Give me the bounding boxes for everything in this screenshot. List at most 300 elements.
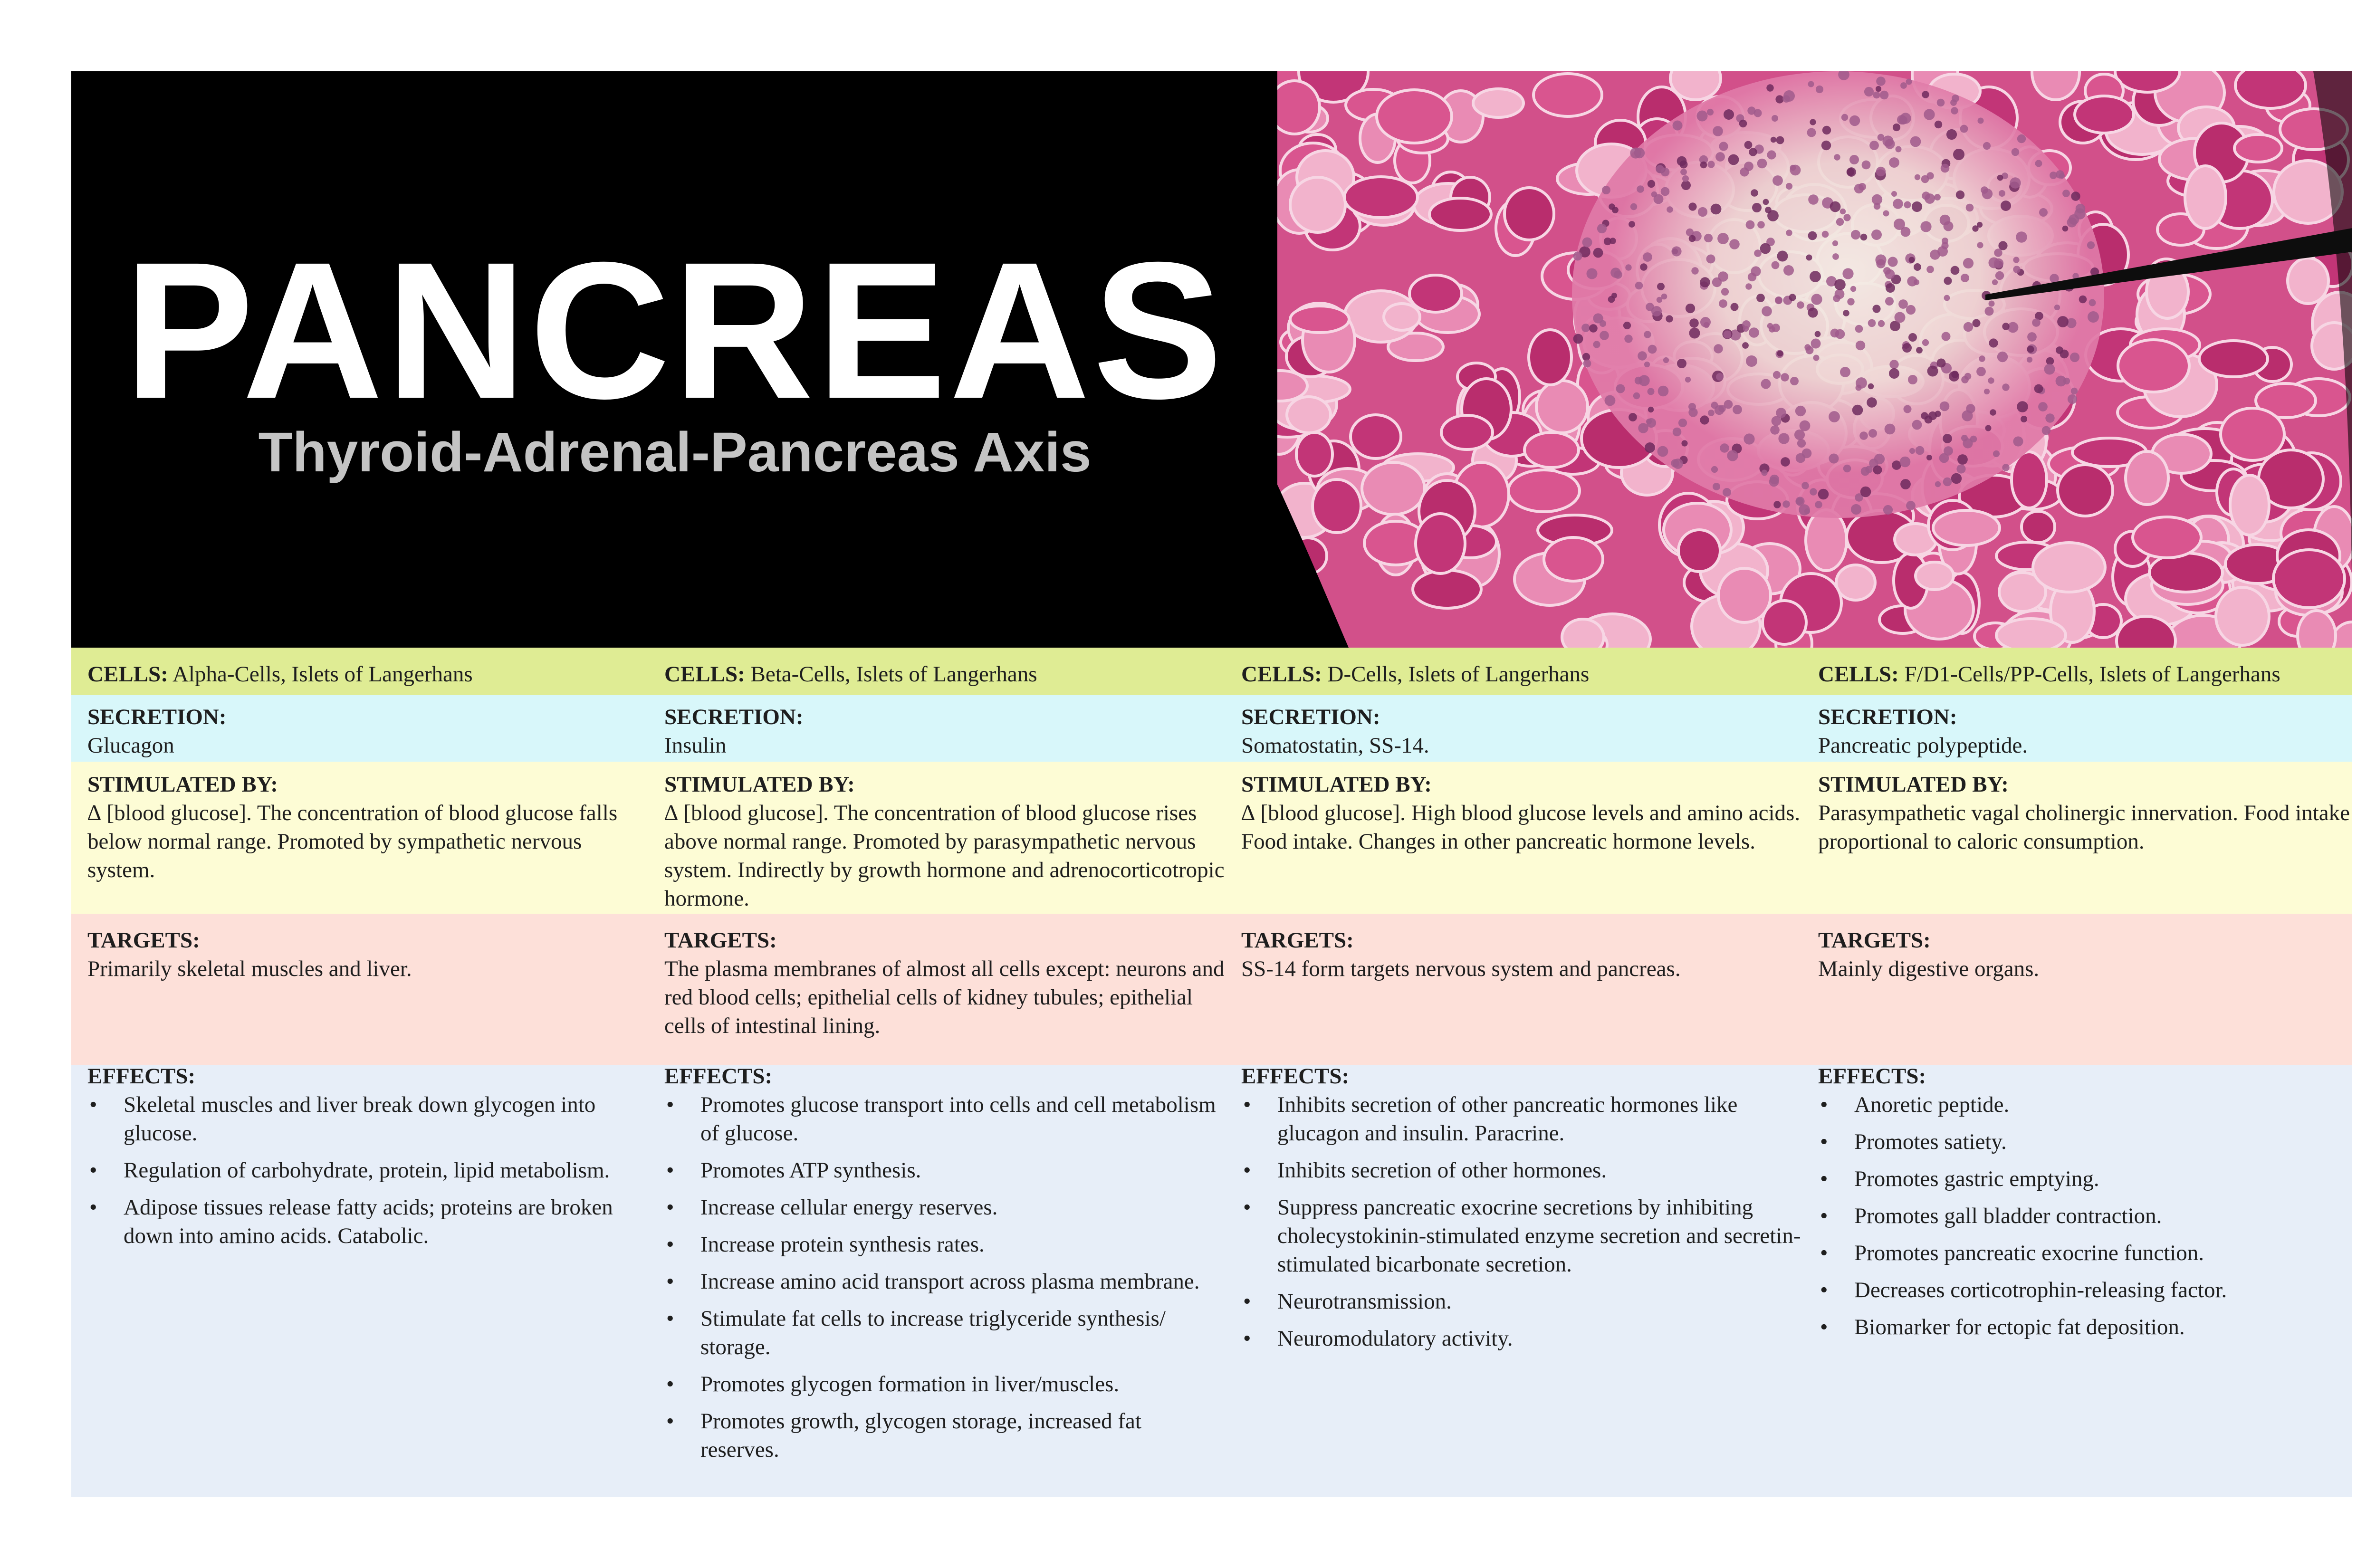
nucleus-dot [1989, 338, 1998, 347]
nucleus-dot [1833, 295, 1840, 302]
nucleus-dot [1856, 377, 1867, 389]
targets-value: Mainly digestive organs. [1818, 956, 2040, 981]
nucleus-dot [1922, 191, 1930, 200]
targets-value: Primarily skeletal muscles and liver. [87, 956, 412, 981]
nucleus-dot [1657, 446, 1668, 457]
cells-cell [1241, 661, 1807, 688]
nucleus-dot [1953, 149, 1964, 160]
nucleus-dot [1992, 279, 1998, 285]
nucleus-dot [1934, 194, 1941, 201]
stimulated-by-label: STIMULATED BY: [87, 772, 278, 797]
targets-value: The plasma membranes of almost all cells except: neurons and red blood cells; epithelial cells of kidney tubules; epithelial cells of intestinal lining. [664, 956, 1225, 1038]
secretion-value: Somatostatin, SS-14. [1241, 733, 1429, 758]
nucleus-dot [1797, 439, 1806, 448]
nucleus-dot [1777, 251, 1788, 262]
nucleus-dot [1689, 235, 1696, 242]
stimulated-by-label: STIMULATED BY: [1818, 772, 2009, 797]
nucleus-dot [1663, 357, 1669, 363]
stimulated-by-label: STIMULATED BY: [1241, 772, 1432, 797]
nucleus-dot [1775, 95, 1783, 103]
nucleus-dot [1658, 386, 1669, 397]
nucleus-dot [1900, 82, 1907, 89]
nucleus-dot [1806, 255, 1812, 261]
cells-value: D-Cells, Islets of Langerhans [1327, 662, 1590, 687]
nucleus-dot [1944, 446, 1953, 456]
nucleus-dot [1847, 167, 1856, 177]
nucleus-dot [2068, 394, 2077, 404]
nucleus-dot [2076, 204, 2086, 214]
nucleus-dot [1984, 389, 1990, 394]
nucleus-dot [1748, 273, 1756, 281]
nucleus-dot [1937, 99, 1945, 107]
nucleus-dot [1999, 190, 2005, 197]
effect-item: • Stimulate fat cells to increase triglyceride synthesis/ storage. [664, 1304, 1225, 1361]
nucleus-dot [1600, 331, 1609, 340]
nucleus-dot [1630, 203, 1637, 210]
nucleus-dot [1810, 119, 1816, 125]
tissue-cell-shape [1362, 462, 1425, 515]
tissue-cell-shape [2118, 340, 2189, 392]
targets-label: TARGETS: [664, 928, 777, 953]
nucleus-dot [1746, 355, 1757, 367]
nucleus-dot [1849, 155, 1859, 164]
nucleus-dot [1724, 109, 1734, 120]
secretion-label: SECRETION: [1818, 705, 1957, 729]
nucleus-dot [1816, 86, 1823, 93]
nucleus-dot [1920, 221, 1931, 232]
nucleus-dot [1573, 252, 1582, 261]
tissue-cell-shape [1290, 306, 1349, 333]
tissue-cell-shape [1536, 381, 1588, 433]
header-banner [71, 71, 2352, 648]
nucleus-dot [1770, 475, 1779, 484]
nucleus-dot [1910, 136, 1921, 147]
nucleus-dot [1715, 152, 1725, 162]
nucleus-dot [1922, 339, 1929, 346]
nucleus-dot [1772, 416, 1782, 426]
nucleus-dot [1708, 410, 1715, 416]
nucleus-dot [1638, 423, 1648, 433]
nucleus-dot [2002, 323, 2009, 330]
nucleus-dot [1962, 410, 1973, 421]
tissue-cell-shape [1384, 304, 1420, 330]
effects-cell [1818, 1062, 2376, 1350]
nucleus-dot [1777, 351, 1783, 357]
nucleus-dot [1895, 312, 1906, 323]
nucleus-dot [1644, 362, 1650, 367]
nucleus-dot [1994, 249, 2002, 257]
nucleus-dot [1993, 450, 2000, 457]
nucleus-dot [2012, 148, 2020, 156]
effect-item: • Inhibits secretion of other hormones. [1241, 1156, 1802, 1185]
nucleus-dot [1761, 469, 1767, 476]
effects-cell [1241, 1062, 1802, 1361]
tissue-cell-shape [2199, 341, 2268, 377]
nucleus-dot [1926, 266, 1934, 273]
tissue-cell-shape [1313, 479, 1361, 533]
nucleus-dot [1717, 233, 1729, 244]
nucleus-dot [2044, 364, 2055, 375]
nucleus-dot [1648, 407, 1654, 412]
cells-value: Alpha-Cells, Islets of Langerhans [172, 662, 473, 687]
effects-list [664, 1090, 1225, 1464]
nucleus-dot [1883, 505, 1893, 515]
stimulated-by-cell [1241, 770, 1802, 856]
nucleus-dot [1762, 306, 1772, 316]
tissue-cell-shape [2033, 543, 2105, 592]
nucleus-dot [1678, 419, 1687, 427]
nucleus-dot [1745, 283, 1752, 290]
nucleus-dot [1795, 406, 1806, 416]
tissue-cell-shape [1806, 510, 1847, 571]
nucleus-dot [2038, 402, 2048, 411]
tissue-cell-shape [1508, 470, 1580, 512]
effect-item: • Adipose tissues release fatty acids; proteins are broken down into amino acids. Catabolic. [87, 1193, 648, 1250]
nucleus-dot [1760, 243, 1771, 254]
nucleus-dot [1935, 481, 1941, 487]
nucleus-dot [1977, 222, 1983, 228]
nucleus-dot [1608, 296, 1615, 303]
effects-label: EFFECTS: [87, 1064, 196, 1089]
effect-item: • Skeletal muscles and liver break down glycogen into glucose. [87, 1090, 648, 1147]
nucleus-dot [1625, 264, 1631, 270]
nucleus-dot [1651, 191, 1657, 198]
nucleus-dot [1754, 249, 1762, 257]
nucleus-dot [1851, 504, 1861, 515]
nucleus-dot [1657, 297, 1662, 303]
nucleus-dot [1772, 261, 1780, 269]
nucleus-dot [1711, 204, 1722, 215]
nucleus-dot [1716, 373, 1724, 381]
nucleus-dot [1889, 360, 1898, 369]
nucleus-dot [1893, 199, 1903, 209]
nucleus-dot [1808, 81, 1814, 87]
nucleus-dot [1983, 142, 1991, 150]
nucleus-dot [1960, 125, 1968, 133]
nucleus-dot [1645, 442, 1655, 453]
nucleus-dot [1704, 322, 1710, 328]
stimulated-by-cell [87, 770, 648, 884]
secretion-label: SECRETION: [87, 705, 227, 729]
tissue-cell-shape [1416, 514, 1465, 574]
nucleus-dot [1778, 433, 1789, 444]
nucleus-dot [1682, 175, 1689, 182]
nucleus-dot [1689, 318, 1699, 328]
nucleus-dot [1713, 126, 1723, 136]
nucleus-dot [1776, 136, 1784, 144]
tissue-cell-shape [1429, 198, 1491, 230]
nucleus-dot [1807, 128, 1816, 137]
nucleus-dot [1715, 405, 1724, 415]
nucleus-dot [1889, 157, 1899, 168]
nucleus-dot [1796, 498, 1803, 505]
page-title: PANCREAS [124, 221, 1226, 439]
page-subtitle: Thyroid-Adrenal-Pancreas Axis [258, 421, 1092, 484]
cells-value: Beta-Cells, Islets of Langerhans [750, 662, 1037, 687]
tissue-cell-shape [2298, 611, 2336, 648]
nucleus-dot [1756, 294, 1765, 302]
stimulated-by-value: ∆ [blood glucose]. The concentration of blood glucose falls below normal range. Promoted by sympathetic nervous system. [87, 801, 618, 882]
nucleus-dot [1810, 271, 1821, 282]
nucleus-dot [1907, 276, 1917, 286]
effects-label: EFFECTS: [1818, 1064, 1926, 1089]
nucleus-dot [1739, 120, 1747, 128]
nucleus-dot [1728, 154, 1739, 165]
tissue-cell-shape [2012, 452, 2047, 508]
nucleus-dot [1688, 408, 1697, 417]
tissue-cell-shape [1544, 537, 1603, 581]
nucleus-dot [1843, 214, 1850, 221]
nucleus-dot [1901, 227, 1911, 237]
tissue-cell-shape [1533, 74, 1602, 116]
tissue-cell-shape [2230, 475, 2269, 535]
nucleus-dot [2050, 172, 2057, 179]
nucleus-dot [1677, 156, 1687, 166]
nucleus-dot [1681, 181, 1691, 190]
nucleus-dot [1582, 238, 1592, 248]
nucleus-dot [1723, 488, 1731, 497]
nucleus-dot [2013, 436, 2023, 446]
nucleus-dot [2088, 311, 2099, 323]
nucleus-dot [1751, 189, 1758, 197]
tissue-cell-shape [1678, 530, 1720, 572]
tissue-cell-shape [2288, 258, 2328, 304]
nucleus-dot [2013, 266, 2020, 273]
cells-label: CELLS: [1818, 662, 1899, 687]
nucleus-dot [1691, 267, 1698, 274]
nucleus-dot [1698, 207, 1707, 217]
nucleus-dot [1889, 368, 1899, 379]
stimulated-by-cell [1818, 770, 2376, 856]
nucleus-dot [1643, 252, 1652, 262]
nucleus-dot [1883, 210, 1889, 217]
effect-item: • Suppress pancreatic exocrine secretions by inhibiting cholecystokinin-stimulated enzyme secretion and secretin-stimulated bicarbonate secretion. [1241, 1193, 1802, 1279]
nucleus-dot [1587, 268, 1598, 279]
effect-item: • Promotes glucose transport into cells and cell metabolism of glucose. [664, 1090, 1225, 1147]
nucleus-dot [2070, 353, 2079, 362]
nucleus-dot [1851, 230, 1860, 239]
nucleus-dot [1869, 141, 1879, 150]
nucleus-dot [1904, 405, 1912, 413]
nucleus-dot [1941, 242, 1948, 249]
effect-item: • Promotes glycogen formation in liver/muscles. [664, 1370, 1225, 1398]
nucleus-dot [1949, 371, 1959, 382]
nucleus-dot [2032, 318, 2041, 327]
nucleus-dot [1957, 454, 1968, 465]
cells-value: F/D1-Cells/PP-Cells, Islets of Langerhans [1904, 662, 2280, 687]
effect-item: • Promotes growth, glycogen storage, increased fat reserves. [664, 1407, 1225, 1464]
nucleus-dot [1783, 265, 1794, 276]
nucleus-dot [1581, 324, 1590, 332]
nucleus-dot [1673, 121, 1683, 131]
effects-list [1818, 1090, 2376, 1341]
nucleus-dot [1781, 457, 1790, 467]
nucleus-dot [1790, 377, 1799, 385]
nucleus-dot [1648, 388, 1655, 395]
nucleus-dot [1842, 268, 1853, 279]
nucleus-dot [1773, 501, 1781, 508]
nucleus-dot [2054, 305, 2060, 310]
nucleus-dot [1775, 296, 1782, 304]
nucleus-dot [1801, 482, 1809, 489]
nucleus-dot [2027, 346, 2034, 353]
beta-cells-column [664, 648, 1225, 1497]
nucleus-dot [1811, 294, 1822, 305]
nucleus-dot [1671, 246, 1681, 256]
nucleus-dot [1808, 194, 1819, 205]
nucleus-dot [1961, 274, 1969, 282]
nucleus-dot [2057, 316, 2069, 327]
nucleus-dot [1605, 395, 1616, 406]
nucleus-dot [1951, 473, 1962, 484]
tissue-cell-shape [2273, 550, 2345, 608]
nucleus-dot [1800, 421, 1811, 431]
nucleus-dot [1883, 267, 1891, 275]
nucleus-dot [1624, 335, 1632, 343]
nucleus-dot [1830, 201, 1841, 212]
nucleus-dot [1707, 109, 1714, 115]
nucleus-dot [2089, 299, 2096, 306]
nucleus-dot [1868, 429, 1877, 438]
cells-label: CELLS: [87, 662, 168, 687]
stimulated-by-value: Parasympathetic vagal cholinergic innervation. Food intake proportional to caloric consumption. [1818, 801, 2350, 854]
nucleus-dot [1887, 257, 1897, 267]
targets-cell [1818, 926, 2376, 983]
nucleus-dot [1677, 359, 1686, 368]
effects-label: EFFECTS: [1241, 1064, 1350, 1089]
nucleus-dot [1900, 457, 1911, 468]
nucleus-dot [1583, 360, 1591, 368]
tissue-cell-shape [1344, 177, 1418, 218]
nucleus-dot [1836, 218, 1844, 226]
effects-list [1241, 1090, 1802, 1353]
pp-cells-column [1818, 648, 2376, 1497]
tissue-cell-shape [1836, 565, 1875, 600]
nucleus-dot [2021, 416, 2027, 422]
nucleus-dot [1593, 248, 1603, 258]
nucleus-dot [1988, 377, 1994, 383]
nucleus-dot [1860, 487, 1871, 497]
nucleus-dot [1970, 436, 1977, 443]
hormone-table [71, 648, 2352, 1497]
nucleus-dot [1832, 253, 1839, 260]
stimulated-by-value: ∆ [blood glucose]. High blood glucose levels and amino acids. Food intake. Changes in other pancreatic hormone levels. [1241, 801, 1801, 854]
nucleus-dot [1781, 373, 1789, 382]
nucleus-dot [1733, 405, 1742, 414]
nucleus-dot [1909, 257, 1915, 263]
nucleus-dot [1713, 483, 1720, 490]
nucleus-dot [1811, 339, 1821, 349]
nucleus-dot [1704, 234, 1713, 242]
nucleus-dot [1815, 331, 1821, 337]
d-cells-column [1241, 648, 1802, 1497]
tissue-cell-shape [1933, 510, 2000, 545]
tissue-cell-shape [2126, 451, 2168, 505]
effect-item: • Promotes pancreatic exocrine function. [1818, 1239, 2376, 1267]
nucleus-dot [1640, 263, 1647, 270]
nucleus-dot [1976, 367, 1986, 376]
nucleus-dot [1841, 114, 1848, 121]
nucleus-dot [1767, 150, 1776, 159]
nucleus-dot [2017, 134, 2026, 143]
tissue-cell-shape [2058, 465, 2113, 516]
nucleus-dot [1731, 303, 1739, 311]
nucleus-dot [2002, 464, 2009, 471]
nucleus-dot [1944, 221, 1954, 231]
nucleus-dot [1865, 466, 1872, 473]
nucleus-dot [1656, 165, 1664, 173]
nucleus-dot [1893, 124, 1900, 131]
micrograph-image [1277, 71, 2352, 648]
nucleus-dot [1885, 424, 1896, 435]
nucleus-dot [1935, 411, 1941, 417]
stimulated-by-label: STIMULATED BY: [664, 772, 855, 797]
effect-item: • Increase amino acid transport across plasma membrane. [664, 1267, 1225, 1296]
nucleus-dot [1822, 126, 1831, 134]
nucleus-dot [1872, 305, 1880, 313]
nucleus-dot [1770, 425, 1780, 435]
nucleus-dot [2027, 332, 2037, 342]
nucleus-dot [1850, 286, 1856, 292]
effect-item: • Promotes satiety. [1818, 1128, 2376, 1156]
nucleus-dot [1951, 107, 1958, 114]
tissue-cell-shape [1413, 570, 1481, 608]
nucleus-dot [1646, 419, 1652, 424]
nucleus-dot [1600, 320, 1606, 327]
secretion-cell [87, 703, 648, 760]
nucleus-dot [1867, 397, 1877, 408]
nucleus-dot [1651, 306, 1662, 316]
targets-value: SS-14 form targets nervous system and pancreas. [1241, 956, 1681, 981]
effect-item: • Neurotransmission. [1241, 1287, 1802, 1316]
nucleus-dot [1843, 465, 1851, 473]
nucleus-dot [1689, 328, 1700, 339]
alpha-cells-column [87, 648, 648, 1497]
targets-cell [1241, 926, 1802, 983]
nucleus-dot [1616, 384, 1625, 393]
nucleus-dot [1860, 234, 1868, 241]
cells-label: CELLS: [1241, 662, 1322, 687]
nucleus-dot [1786, 229, 1792, 236]
nucleus-dot [1927, 366, 1938, 377]
nucleus-dot [1900, 113, 1911, 124]
effect-item: • Regulation of carbohydrate, protein, lipid metabolism. [87, 1156, 648, 1185]
nucleus-dot [1789, 294, 1796, 301]
nucleus-dot [2002, 383, 2009, 391]
nucleus-dot [1981, 186, 1988, 194]
nucleus-dot [1956, 191, 1964, 199]
nucleus-dot [1922, 91, 1929, 98]
effect-item: • Promotes gastric emptying. [1818, 1165, 2376, 1193]
nucleus-dot [1657, 283, 1665, 290]
nucleus-dot [1834, 154, 1840, 160]
nucleus-dot [1859, 431, 1868, 440]
nucleus-dot [1629, 221, 1635, 228]
nucleus-dot [1916, 446, 1925, 455]
targets-label: TARGETS: [87, 928, 200, 953]
cells-label: CELLS: [664, 662, 745, 687]
nucleus-dot [1629, 413, 1637, 421]
effect-item: • Increase protein synthesis rates. [664, 1230, 1225, 1259]
nucleus-dot [1766, 84, 1773, 91]
nucleus-dot [1700, 415, 1709, 424]
nucleus-dot [1886, 283, 1895, 293]
nucleus-dot [1573, 334, 1583, 344]
nucleus-dot [1623, 322, 1631, 329]
nucleus-dot [1973, 319, 1981, 327]
tissue-cell-shape [1763, 601, 1806, 644]
effect-item: • Increase cellular energy reserves. [664, 1193, 1225, 1222]
